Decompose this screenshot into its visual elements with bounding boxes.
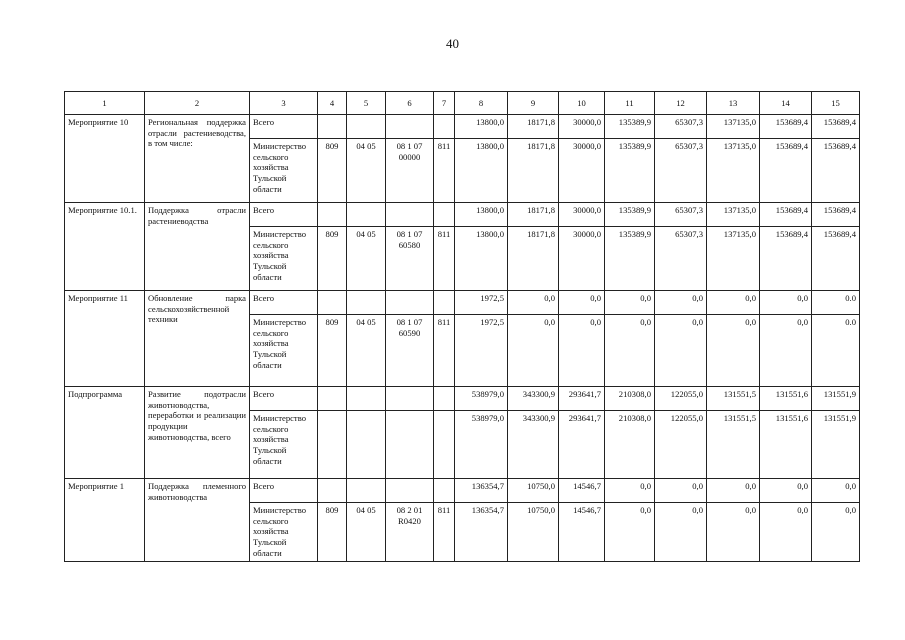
event-description-cell: Поддержка отрасли растениеводства — [145, 203, 250, 291]
amount-cell: 18171,8 — [508, 203, 559, 227]
expense-type-cell: 811 — [434, 139, 455, 203]
amount-cell: 0,0 — [760, 479, 812, 503]
admin-code-cell — [318, 479, 347, 503]
amount-cell: 30000,0 — [559, 115, 605, 139]
amount-cell: 137135,0 — [707, 227, 760, 291]
amount-cell: 136354,7 — [455, 503, 508, 562]
header-cell: 15 — [812, 92, 860, 115]
admin-code-cell: 809 — [318, 139, 347, 203]
target-code-cell — [386, 387, 434, 411]
header-cell: 8 — [455, 92, 508, 115]
amount-cell: 0,0 — [655, 503, 707, 562]
amount-cell: 131551,5 — [707, 387, 760, 411]
section-code-cell — [347, 115, 386, 139]
amount-cell: 122055,0 — [655, 411, 707, 479]
admin-code-cell: 809 — [318, 503, 347, 562]
amount-cell: 0,0 — [655, 315, 707, 387]
amount-cell: 1972,5 — [455, 315, 508, 387]
table-row-total — [65, 479, 860, 503]
admin-code-cell: 809 — [318, 227, 347, 291]
amount-cell: 0,0 — [559, 315, 605, 387]
amount-cell: 153689,4 — [812, 115, 860, 139]
amount-cell: 0,0 — [605, 503, 655, 562]
amount-cell: 13800,0 — [455, 227, 508, 291]
section-code-cell — [347, 203, 386, 227]
amount-cell: 30000,0 — [559, 139, 605, 203]
header-cell: 3 — [250, 92, 318, 115]
header-cell: 7 — [434, 92, 455, 115]
amount-cell: 135389,9 — [605, 203, 655, 227]
amount-cell: 131551,5 — [707, 411, 760, 479]
admin-code-cell — [318, 291, 347, 315]
admin-code-cell — [318, 411, 347, 479]
target-code-cell — [386, 291, 434, 315]
admin-code-cell — [318, 387, 347, 411]
amount-cell: 131551,9 — [812, 411, 860, 479]
amount-cell: 0.0 — [812, 291, 860, 315]
section-code-cell — [347, 411, 386, 479]
source-cell: Всего — [250, 115, 318, 139]
table-body — [65, 115, 860, 562]
amount-cell: 153689,4 — [760, 115, 812, 139]
amount-cell: 13800,0 — [455, 139, 508, 203]
event-name-cell: Мероприятие 10.1. — [65, 203, 145, 291]
amount-cell: 65307,3 — [655, 227, 707, 291]
table-row-total — [65, 387, 860, 411]
amount-cell: 131551,6 — [760, 411, 812, 479]
table-row-total — [65, 203, 860, 227]
event-description-cell: Региональная поддержка отрасли растениеводства, в том числе: — [145, 115, 250, 203]
expense-type-cell: 811 — [434, 503, 455, 562]
header-cell: 2 — [145, 92, 250, 115]
amount-cell: 135389,9 — [605, 139, 655, 203]
source-cell: Министерство сельского хозяйства Тульской области — [250, 411, 318, 479]
amount-cell: 30000,0 — [559, 203, 605, 227]
amount-cell: 0,0 — [760, 315, 812, 387]
source-cell: Министерство сельского хозяйства Тульской области — [250, 315, 318, 387]
amount-cell: 18171,8 — [508, 227, 559, 291]
target-code-cell: 08 1 07 60580 — [386, 227, 434, 291]
amount-cell: 18171,8 — [508, 115, 559, 139]
page-number: 40 — [446, 36, 459, 51]
amount-cell: 153689,4 — [760, 139, 812, 203]
target-code-cell: 08 1 07 60590 — [386, 315, 434, 387]
amount-cell: 153689,4 — [812, 227, 860, 291]
amount-cell: 13800,0 — [455, 203, 508, 227]
expense-type-cell — [434, 203, 455, 227]
amount-cell: 131551,6 — [760, 387, 812, 411]
event-description-cell: Развитие подотрасли животноводства, переработки и реализации продукции животноводства, всего — [145, 387, 250, 479]
amount-cell: 0,0 — [655, 479, 707, 503]
amount-cell: 135389,9 — [605, 227, 655, 291]
expense-type-cell — [434, 291, 455, 315]
amount-cell: 14546,7 — [559, 503, 605, 562]
target-code-cell: 08 2 01 R0420 — [386, 503, 434, 562]
amount-cell: 0,0 — [508, 315, 559, 387]
section-code-cell: 04 05 — [347, 503, 386, 562]
header-cell: 9 — [508, 92, 559, 115]
expense-type-cell: 811 — [434, 315, 455, 387]
source-cell: Всего — [250, 203, 318, 227]
amount-cell: 0,0 — [559, 291, 605, 315]
header-cell: 10 — [559, 92, 605, 115]
amount-cell: 153689,4 — [812, 203, 860, 227]
amount-cell: 153689,4 — [812, 139, 860, 203]
amount-cell: 0,0 — [760, 291, 812, 315]
expense-type-cell — [434, 411, 455, 479]
event-name-cell: Мероприятие 11 — [65, 291, 145, 387]
amount-cell: 538979,0 — [455, 387, 508, 411]
source-cell: Всего — [250, 387, 318, 411]
admin-code-cell — [318, 115, 347, 139]
amount-cell: 0,0 — [707, 479, 760, 503]
amount-cell: 0,0 — [707, 291, 760, 315]
event-description-cell: Поддержка племенного животноводства — [145, 479, 250, 562]
amount-cell: 135389,9 — [605, 115, 655, 139]
header-cell: 4 — [318, 92, 347, 115]
amount-cell: 122055,0 — [655, 387, 707, 411]
amount-cell: 0,0 — [605, 291, 655, 315]
amount-cell: 293641,7 — [559, 387, 605, 411]
target-code-cell — [386, 411, 434, 479]
source-cell: Министерство сельского хозяйства Тульской области — [250, 503, 318, 562]
header-cell: 13 — [707, 92, 760, 115]
event-description-cell: Обновление парка сельскохозяйственной техники — [145, 291, 250, 387]
event-name-cell: Мероприятие 1 — [65, 479, 145, 562]
amount-cell: 1972,5 — [455, 291, 508, 315]
amount-cell: 0,0 — [605, 479, 655, 503]
amount-cell: 0,0 — [707, 315, 760, 387]
expense-type-cell — [434, 115, 455, 139]
section-code-cell: 04 05 — [347, 139, 386, 203]
header-cell: 1 — [65, 92, 145, 115]
header-row — [65, 92, 860, 115]
amount-cell: 136354,7 — [455, 479, 508, 503]
amount-cell: 0,0 — [707, 503, 760, 562]
amount-cell: 153689,4 — [760, 203, 812, 227]
expense-type-cell — [434, 387, 455, 411]
target-code-cell — [386, 115, 434, 139]
source-cell: Министерство сельского хозяйства Тульской области — [250, 227, 318, 291]
table-row-total — [65, 115, 860, 139]
amount-cell: 10750,0 — [508, 503, 559, 562]
source-cell: Министерство сельского хозяйства Тульской области — [250, 139, 318, 203]
amount-cell: 343300,9 — [508, 387, 559, 411]
budget-table — [64, 91, 860, 562]
expense-type-cell — [434, 479, 455, 503]
source-cell: Всего — [250, 291, 318, 315]
section-code-cell: 04 05 — [347, 315, 386, 387]
amount-cell: 14546,7 — [559, 479, 605, 503]
amount-cell: 153689,4 — [760, 227, 812, 291]
amount-cell: 538979,0 — [455, 411, 508, 479]
amount-cell: 10750,0 — [508, 479, 559, 503]
amount-cell: 65307,3 — [655, 115, 707, 139]
amount-cell: 131551,9 — [812, 387, 860, 411]
amount-cell: 30000,0 — [559, 227, 605, 291]
amount-cell: 0,0 — [655, 291, 707, 315]
header-cell: 6 — [386, 92, 434, 115]
amount-cell: 0,0 — [812, 503, 860, 562]
amount-cell: 0,0 — [508, 291, 559, 315]
amount-cell: 137135,0 — [707, 115, 760, 139]
amount-cell: 0.0 — [812, 315, 860, 387]
admin-code-cell — [318, 203, 347, 227]
header-cell: 12 — [655, 92, 707, 115]
target-code-cell — [386, 203, 434, 227]
event-name-cell: Мероприятие 10 — [65, 115, 145, 203]
amount-cell: 343300,9 — [508, 411, 559, 479]
section-code-cell — [347, 387, 386, 411]
amount-cell: 18171,8 — [508, 139, 559, 203]
amount-cell: 0,0 — [812, 479, 860, 503]
header-cell: 14 — [760, 92, 812, 115]
target-code-cell: 08 1 07 00000 — [386, 139, 434, 203]
amount-cell: 137135,0 — [707, 139, 760, 203]
amount-cell: 65307,3 — [655, 139, 707, 203]
amount-cell: 210308,0 — [605, 387, 655, 411]
amount-cell: 293641,7 — [559, 411, 605, 479]
section-code-cell — [347, 291, 386, 315]
admin-code-cell: 809 — [318, 315, 347, 387]
source-cell: Всего — [250, 479, 318, 503]
amount-cell: 137135,0 — [707, 203, 760, 227]
header-cell: 11 — [605, 92, 655, 115]
expense-type-cell: 811 — [434, 227, 455, 291]
amount-cell: 0,0 — [605, 315, 655, 387]
header-cell: 5 — [347, 92, 386, 115]
amount-cell: 13800,0 — [455, 115, 508, 139]
table-row-total — [65, 291, 860, 315]
target-code-cell — [386, 479, 434, 503]
section-code-cell: 04 05 — [347, 227, 386, 291]
amount-cell: 65307,3 — [655, 203, 707, 227]
section-code-cell — [347, 479, 386, 503]
event-name-cell: Подпрограмма — [65, 387, 145, 479]
amount-cell: 0,0 — [760, 503, 812, 562]
amount-cell: 210308,0 — [605, 411, 655, 479]
